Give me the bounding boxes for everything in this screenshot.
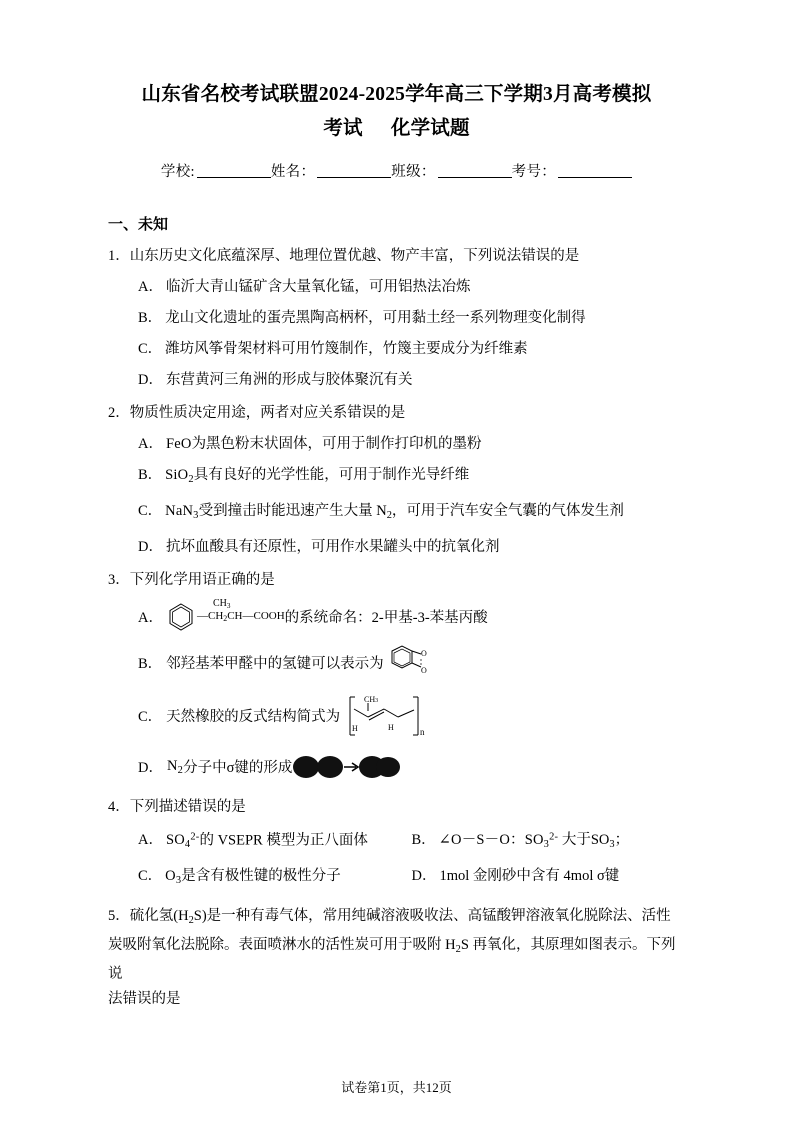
option-text: 1mol 金刚砂中含有 4mol σ键 bbox=[439, 868, 620, 885]
option-label: D． bbox=[138, 372, 163, 388]
option-text: 受到撞击时能迅速产生大量 $N_2$，可用于汽车安全气囊的气体发生剂 bbox=[198, 502, 624, 521]
question-4-stem: 下列描述错误的是 bbox=[129, 798, 246, 815]
option-text: 东营黄河三角洲的形成与胶体聚沉有关 bbox=[165, 372, 413, 388]
option-label: B． bbox=[138, 310, 163, 326]
student-info-row bbox=[108, 160, 685, 181]
option-text: 邻羟基苯甲醛中的氢键可以表示为 bbox=[166, 656, 384, 673]
question-4-option-c[interactable] bbox=[138, 865, 412, 892]
option-formula: ∠O－S－O：$SO_3^{2-}$ bbox=[438, 831, 559, 851]
name-blank[interactable] bbox=[317, 163, 391, 178]
svg-text:H: H bbox=[352, 723, 358, 733]
question-1-stem: 山东历史文化底蕴深厚、地理位置优越、物产丰富，下列说法错误的是 bbox=[129, 248, 580, 264]
question-2-option-c[interactable] bbox=[108, 500, 685, 527]
question-3-stem: 下列化学用语正确的是 bbox=[129, 571, 275, 588]
question-5-line2: 炭吸附氧化法脱除。表面喷淋水的活性炭可用于吸附 $H_2S$ 再氧化，其原理如图表示。下列说 bbox=[108, 936, 676, 982]
natural-rubber-structure-icon bbox=[340, 693, 432, 739]
hydrogen-bond-structure-icon bbox=[384, 643, 430, 683]
option-text: 天然橡胶的反式结构简式为 bbox=[166, 709, 341, 726]
option-text: 为黑色粉末状固体，可用于制作打印机的墨粉 bbox=[191, 436, 482, 452]
option-text: 是含有极性键的极性分子 bbox=[181, 868, 341, 885]
option-label: C． bbox=[138, 868, 163, 885]
section-heading: 一、未知 bbox=[108, 216, 169, 233]
question-1-option-a[interactable] bbox=[108, 276, 685, 298]
page-footer: 试卷第1页，共12页 bbox=[341, 1080, 452, 1095]
question-5-line3: 法错误的是 bbox=[108, 990, 181, 1007]
name-label: 姓名： bbox=[270, 164, 316, 180]
option-text: 临沂大青山锰矿含大量氧化锰，可用铝热法冶炼 bbox=[165, 279, 471, 295]
question-2 bbox=[108, 402, 685, 424]
question-4 bbox=[108, 796, 685, 818]
question-1-number: 1． bbox=[108, 248, 130, 264]
question-2-option-d[interactable] bbox=[108, 536, 685, 558]
question-1 bbox=[108, 245, 685, 267]
question-2-option-a[interactable] bbox=[108, 433, 685, 455]
option-label: A． bbox=[138, 279, 163, 295]
option-text: 大于$SO_3$； bbox=[558, 832, 630, 851]
page-title-line2a: 考试 bbox=[323, 118, 363, 139]
option-formula: $N_2$ bbox=[166, 757, 184, 776]
option-text: 龙山文化遗址的蛋壳黑陶高柄杯，可用黏土经一系列物理变化制得 bbox=[165, 310, 586, 326]
question-2-stem: 物质性质决定用途，两者对应关系错误的是 bbox=[129, 405, 406, 421]
option-label: B． bbox=[411, 832, 436, 849]
question-1-option-b[interactable] bbox=[108, 307, 685, 329]
option-label: A． bbox=[138, 610, 163, 627]
question-2-option-b[interactable] bbox=[108, 464, 685, 491]
benzene-ring-icon bbox=[167, 601, 197, 633]
side-chain-formula: $CH_3$ $—CH_2CH—COOH$ bbox=[196, 598, 285, 624]
svg-text:n: n bbox=[420, 726, 425, 737]
option-text: 具有良好的光学性能，可用于制作光导纤维 bbox=[193, 467, 470, 483]
option-formula: NaN$_3$ bbox=[165, 502, 199, 521]
question-5 bbox=[108, 904, 685, 1012]
school-blank[interactable] bbox=[197, 163, 271, 178]
question-2-number: 2． bbox=[108, 405, 130, 421]
question-4-option-a[interactable] bbox=[138, 827, 412, 856]
question-3-option-b[interactable] bbox=[108, 643, 685, 683]
page-title-line2b: 化学试题 bbox=[390, 118, 470, 139]
svg-text:O: O bbox=[420, 665, 427, 675]
question-3-option-a[interactable] bbox=[108, 598, 685, 633]
question-5-line1: 5．硫化氢$(H_2S)$是一种有毒气体，常用纯碱溶液吸收法、高锰酸钾溶液氧化脱除法、活性 bbox=[108, 908, 671, 926]
examid-label: 考号： bbox=[511, 164, 557, 180]
question-1-option-d[interactable] bbox=[108, 369, 685, 391]
option-label: C． bbox=[138, 709, 163, 726]
examid-blank[interactable] bbox=[558, 163, 632, 178]
question-4-option-b[interactable] bbox=[412, 827, 686, 856]
option-label: A． bbox=[138, 436, 163, 452]
option-text: 的系统命名：2-甲基-3-苯基丙酸 bbox=[284, 610, 488, 627]
question-4-number: 4． bbox=[108, 798, 130, 815]
question-3 bbox=[108, 569, 685, 591]
option-label: D． bbox=[138, 760, 163, 777]
option-label: C． bbox=[138, 502, 163, 519]
option-text: 抗坏血酸具有还原性，可用作水果罐头中的抗氧化剂 bbox=[165, 538, 500, 555]
option-text: 分子中σ键的形成 bbox=[183, 760, 293, 777]
option-label: D． bbox=[411, 868, 437, 885]
svg-text:CH3: CH3 bbox=[364, 694, 379, 704]
page-title bbox=[108, 78, 685, 146]
option-label: B． bbox=[138, 467, 163, 483]
svg-text:O: O bbox=[420, 648, 427, 658]
option-label: A． bbox=[138, 832, 163, 849]
question-4-options-row1 bbox=[108, 827, 685, 856]
question-4-options-row2 bbox=[108, 865, 685, 892]
school-label: 学校: bbox=[160, 164, 195, 180]
sigma-bond-orbital-icon bbox=[292, 749, 400, 785]
page-title-line1: 山东省名校考试联盟2024-2025学年高三下学期3月高考模拟 bbox=[141, 84, 652, 105]
option-label: C． bbox=[138, 341, 163, 357]
option-text: 潍坊风筝骨架材料可用竹篾制作，竹篾主要成分为纤维素 bbox=[165, 341, 528, 357]
option-text: 的 VSEPR 模型为正八面体 bbox=[199, 832, 368, 849]
option-label: B． bbox=[138, 656, 163, 673]
option-formula: $SO_4^{2-}$ bbox=[165, 831, 200, 851]
option-label: D． bbox=[138, 538, 163, 555]
question-4-option-d[interactable] bbox=[412, 865, 686, 892]
class-label: 班级： bbox=[391, 164, 436, 180]
option-formula: FeO bbox=[165, 436, 192, 452]
question-3-option-d[interactable] bbox=[108, 749, 685, 785]
class-blank[interactable] bbox=[438, 163, 512, 178]
option-formula: $O_3$ bbox=[165, 868, 182, 887]
question-3-option-c[interactable] bbox=[108, 693, 685, 739]
option-formula: SiO$_2$ bbox=[165, 467, 194, 485]
svg-text:H: H bbox=[388, 722, 394, 732]
question-1-option-c[interactable] bbox=[108, 338, 685, 360]
question-3-number: 3． bbox=[108, 571, 130, 588]
